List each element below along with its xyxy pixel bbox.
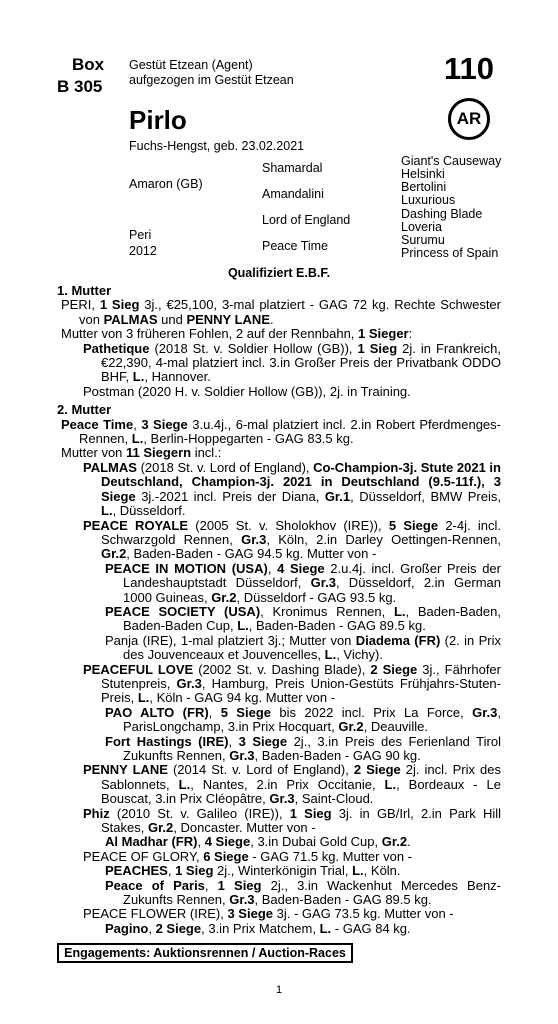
peaches-entry: PEACHES, 1 Sieg 2j., Winterkönigin Trial, L., Köln. [105, 863, 401, 879]
breeder-line-1: Gestüt Etzean (Agent) [129, 58, 253, 72]
palmas-entry: PALMAS (2018 St. v. Lord of England), Co-Champion-3j. Stute 2021 in Deutschland, Champion-3j. 2021 in Deutschland (9.5-11f.), 3 Siege 3j.-2021 incl. Preis der Diana, Gr.1, Düsseldorf, BMW Preis, L., Düsseldorf. [83, 459, 501, 519]
ar-badge: AR [448, 98, 490, 140]
catalogue-body [57, 284, 501, 936]
al-madhar-entry: Al Madhar (FR), 4 Siege, 3.in Dubai Gold Cup, Gr.2. [105, 834, 411, 850]
gen3-5: Dashing Blade [401, 207, 483, 221]
gen3-6: Loveria [401, 220, 442, 234]
panja-entry: Panja (IRE), 1-mal platziert 3j.; Mutter von Diadema (FR) (2. in Prix des Jouvenceaux et Jouvencelles, L., Vichy). [105, 632, 501, 663]
second-dam-heading: 2. Mutter [57, 402, 112, 418]
peace-flower-entry: PEACE FLOWER (IRE), 3 Siege 3j. - GAG 73.5 kg. Mutter von - [83, 906, 454, 922]
first-dam-heading: 1. Mutter [57, 283, 112, 298]
gen3-1: Giant's Causeway [401, 154, 502, 168]
gen3-4: Luxurious [401, 193, 456, 207]
box-number: B 305 [57, 77, 103, 96]
sire-dam: Amandalini [262, 187, 324, 201]
peace-royale-entry: PEACE ROYALE (2005 St. v. Sholokhov (IRE)), 5 Siege 2-4j. incl. Schwarzgold Rennen, Gr.3, Köln, 2.in Darley Oettingen-Rennen, Gr.2, Baden-Baden - GAG 94.5 kg. Mutter von - [83, 517, 501, 562]
qualification-note: Qualifiziert E.B.F. [227, 266, 331, 280]
breeder-info [129, 58, 294, 88]
dam-year: 2012 [129, 244, 157, 258]
peace-time-entry: Peace Time, 3 Siege 3.u.4j., 6-mal platziert incl. 2.in Robert Pferdmenges-Rennen, L., Berlin-Hoppegarten - GAG 83.5 kg. [61, 416, 501, 447]
phiz-entry: Phiz (2010 St. v. Galileo (IRE)), 1 Sieg 3j. in GB/Irl, 2.in Park Hill Stakes, Gr.2, Doncaster. Mutter von - [83, 805, 502, 836]
postman-entry: Postman (2020 H. v. Soldier Hollow (GB)), 2j. in Training. [83, 383, 411, 399]
breeder-line-2: aufgezogen im Gestüt Etzean [129, 73, 294, 87]
peace-of-glory-entry: PEACE OF GLORY, 6 Siege - GAG 71.5 kg. Mutter von - [83, 848, 412, 864]
peace-society-entry: PEACE SOCIETY (USA), Kronimus Rennen, L., Baden-Baden, Baden-Baden Cup, L., Baden-Baden - GAG 89.5 kg. [105, 603, 501, 634]
pathetique-entry: Pathetique (2018 St. v. Soldier Hollow (GB)), 1 Sieg 2j. in Frankreich, €22,390, 4-mal platziert incl. 3.in Großer Preis der Privatbank ODDO BHF, L., Hannover. [83, 340, 502, 385]
second-dam-produce: Mutter von 11 Siegern incl.: [61, 445, 222, 461]
horse-details: Fuchs-Hengst, geb. 23.02.2021 [129, 139, 305, 153]
lot-number: 110 [444, 51, 495, 86]
dam-peri-entry: PERI, 1 Sieg 3j., €25,100, 3-mal platziert - GAG 72 kg. Rechte Schwester von PALMAS und PENNY LANE. [61, 297, 501, 327]
dam-dam: Peace Time [262, 239, 329, 253]
gen3-2: Helsinki [401, 167, 445, 181]
peaceful-love-entry: PEACEFUL LOVE (2002 St. v. Dashing Blade), 2 Siege 3j., Fährhofer Stutenpreis, Gr.3, Hamburg, Preis Union-Gestüts Frühjahrs-Stuten-Preis, L., Köln - GAG 94 kg. Mutter von - [83, 661, 501, 706]
peace-of-paris-entry: Peace of Paris, 1 Sieg 2j., 3.in Wackenhut Mercedes Benz-Zukunfts Rennen, Gr.3, Baden-Baden - GAG 89.5 kg. [105, 877, 502, 908]
sire-sire: Shamardal [262, 161, 323, 175]
box-label: Box [72, 55, 105, 74]
sire: Amaron (GB) [129, 177, 203, 191]
dam-sire: Lord of England [262, 213, 351, 227]
fort-hastings-entry: Fort Hastings (IRE), 3 Siege 2j., 3.in Preis des Ferienland Tirol Zukunfts Rennen, Gr.3, Baden-Baden - GAG 90 kg. [105, 733, 501, 763]
pagino-entry: Pagino, 2 Siege, 3.in Prix Matchem, L. - GAG 84 kg. [105, 920, 411, 936]
dam: Peri [129, 228, 152, 242]
engagements-box: Engagements: Auktionsrennen / Auction-Races [57, 943, 353, 963]
pao-alto-entry: PAO ALTO (FR), 5 Siege bis 2022 incl. Prix La Force, Gr.3, ParisLongchamp, 3.in Prix Hocquart, Gr.2, Deauville. [105, 704, 501, 735]
page-number: 1 [275, 984, 283, 996]
gen3-8: Princess of Spain [401, 246, 499, 260]
gen3-7: Surumu [401, 233, 445, 247]
penny-lane-entry: PENNY LANE (2014 St. v. Lord of England), 2 Siege 2j. incl. Prix des Sablonnets, L., Nantes, 2.in Prix Occitanie, L., Bordeaux - Le Bouscat, 3.in Prix Cléopâtre, Gr.3, Saint-Cloud. [83, 762, 502, 807]
first-dam-produce: Mutter von 3 früheren Fohlen, 2 auf der Rennbahn, 1 Sieger: [61, 326, 413, 342]
peace-in-motion-entry: PEACE IN MOTION (USA), 4 Siege 2.u.4j. incl. Großer Preis der Landeshauptstadt Düsseldorf, Gr.3, Düsseldorf, 2.in German 1000 Guineas, Gr.2, Düsseldorf - GAG 93.5 kg. [105, 560, 501, 605]
horse-name: Pirlo [129, 105, 187, 135]
gen3-3: Bertolini [401, 180, 447, 194]
